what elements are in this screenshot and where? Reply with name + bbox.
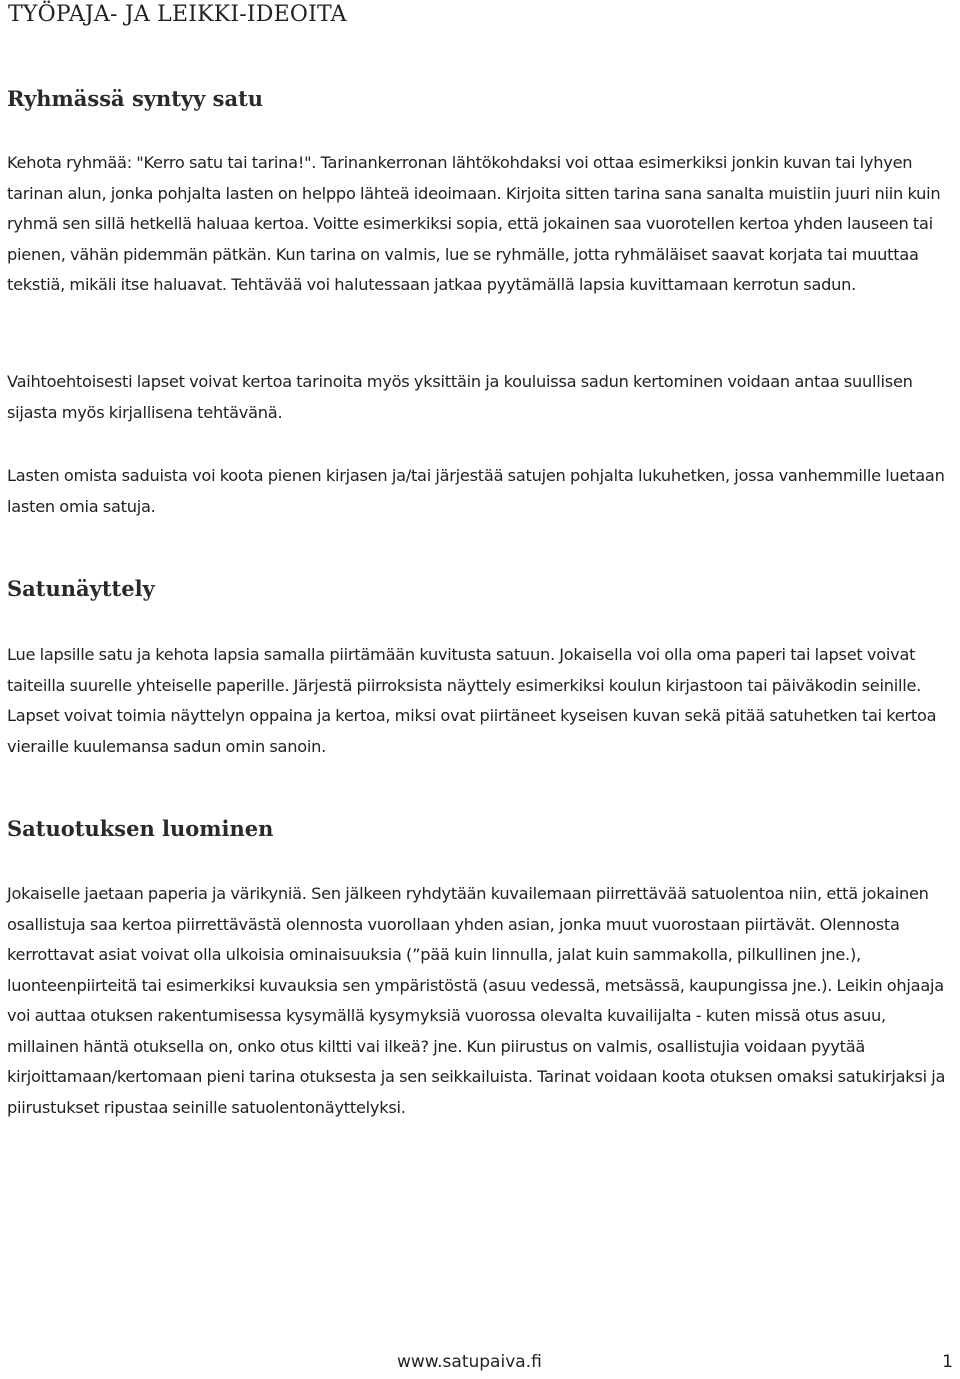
paragraph: Lasten omista saduista voi koota pienen kirjasen ja/tai järjestää satujen pohjalta lukuhetken, jossa vanhemmille luetaan lasten omia satuja. (7, 466, 945, 516)
footer-url: www.satupaiva.fi (397, 1352, 542, 1372)
paragraph: Lue lapsille satu ja kehota lapsia samalla piirtämään kuvitusta satuun. Jokaisella voi olla oma paperi tai lapset voivat taiteilla suurelle yhteiselle paperille. Järjestä piirroksista näyttely esimerkiksi koulun kirjastoon tai päiväkodin seinille. Lapset voivat toimia näyttelyn oppaina ja kertoa, miksi ovat piirtäneet kyseisen kuvan sekä pitää satuhetken tai kertoa vieraille kuulemansa sadun omin sanoin. (7, 645, 937, 756)
page-number: 1 (942, 1352, 953, 1372)
section-heading-ryhmassa-syntyy-satu: Ryhmässä syntyy satu (7, 86, 264, 111)
page-title: TYÖPAJA- JA LEIKKI-IDEOITA (8, 2, 347, 27)
paragraph: Vaihtoehtoisesti lapset voivat kertoa tarinoita myös yksittäin ja kouluissa sadun kertominen voidaan antaa suullisen sijasta myös kirjallisena tehtävänä. (7, 372, 913, 422)
paragraph: Kehota ryhmää: "Kerro satu tai tarina!". Tarinankerronan lähtökohdaksi voi ottaa esimerkiksi jonkin kuvan tai lyhyen tarinan alun, jonka pohjalta lasten on helppo lähteä ideoimaan. Kirjoita sitten tarina sana sanalta muistiin juuri niin kuin ryhmä sen sillä hetkellä haluaa kertoa. Voitte esimerkiksi sopia, että jokainen saa vuorotellen kertoa yhden lauseen tai pienen, vähän pidemmän pätkän. Kun tarina on valmis, lue se ryhmälle, jotta ryhmäläiset saavat korjata tai muuttaa tekstiä, mikäli itse haluavat. Tehtävää voi halutessaan jatkaa pyytämällä lapsia kuvittamaan kerrotun sadun. (7, 153, 941, 294)
section-heading-satunayttely: Satunäyttely (7, 576, 155, 601)
paragraph: Jokaiselle jaetaan paperia ja värikyniä. Sen jälkeen ryhdytään kuvailemaan piirrettävää satuolentoa niin, että jokainen osallistuja saa kertoa piirrettävästä olennosta vuorollaan yhden asian, jonka muut vuorostaan piirtävät. Olennosta kerrottavat asiat voivat olla ulkoisia ominaisuuksia (”pää kuin linnulla, jalat kuin sammakolla, pilkullinen jne.), luonteenpiirteitä tai esimerkiksi kuvauksia sen ympäristöstä (asuu vedessä, metsässä, kaupungissa jne.). Leikin ohjaaja voi auttaa otuksen rakentumisessa kysymällä kysymyksiä vuorossa olevalta kuvailijalta - kuten missä otus asuu, millainen häntä otuksella on, onko otus kiltti vai ilkeä? jne. Kun piirustus on valmis, osallistujia voidaan pyytää kirjoittamaan/kertomaan pieni tarina otuksesta ja sen seikkailuista. Tarinat voidaan koota otuksen omaksi satukirjaksi ja piirustukset ripustaa seinille satuolentonäyttelyksi. (7, 884, 946, 1117)
section-heading-satuotuksen-luominen: Satuotuksen luominen (7, 816, 274, 841)
